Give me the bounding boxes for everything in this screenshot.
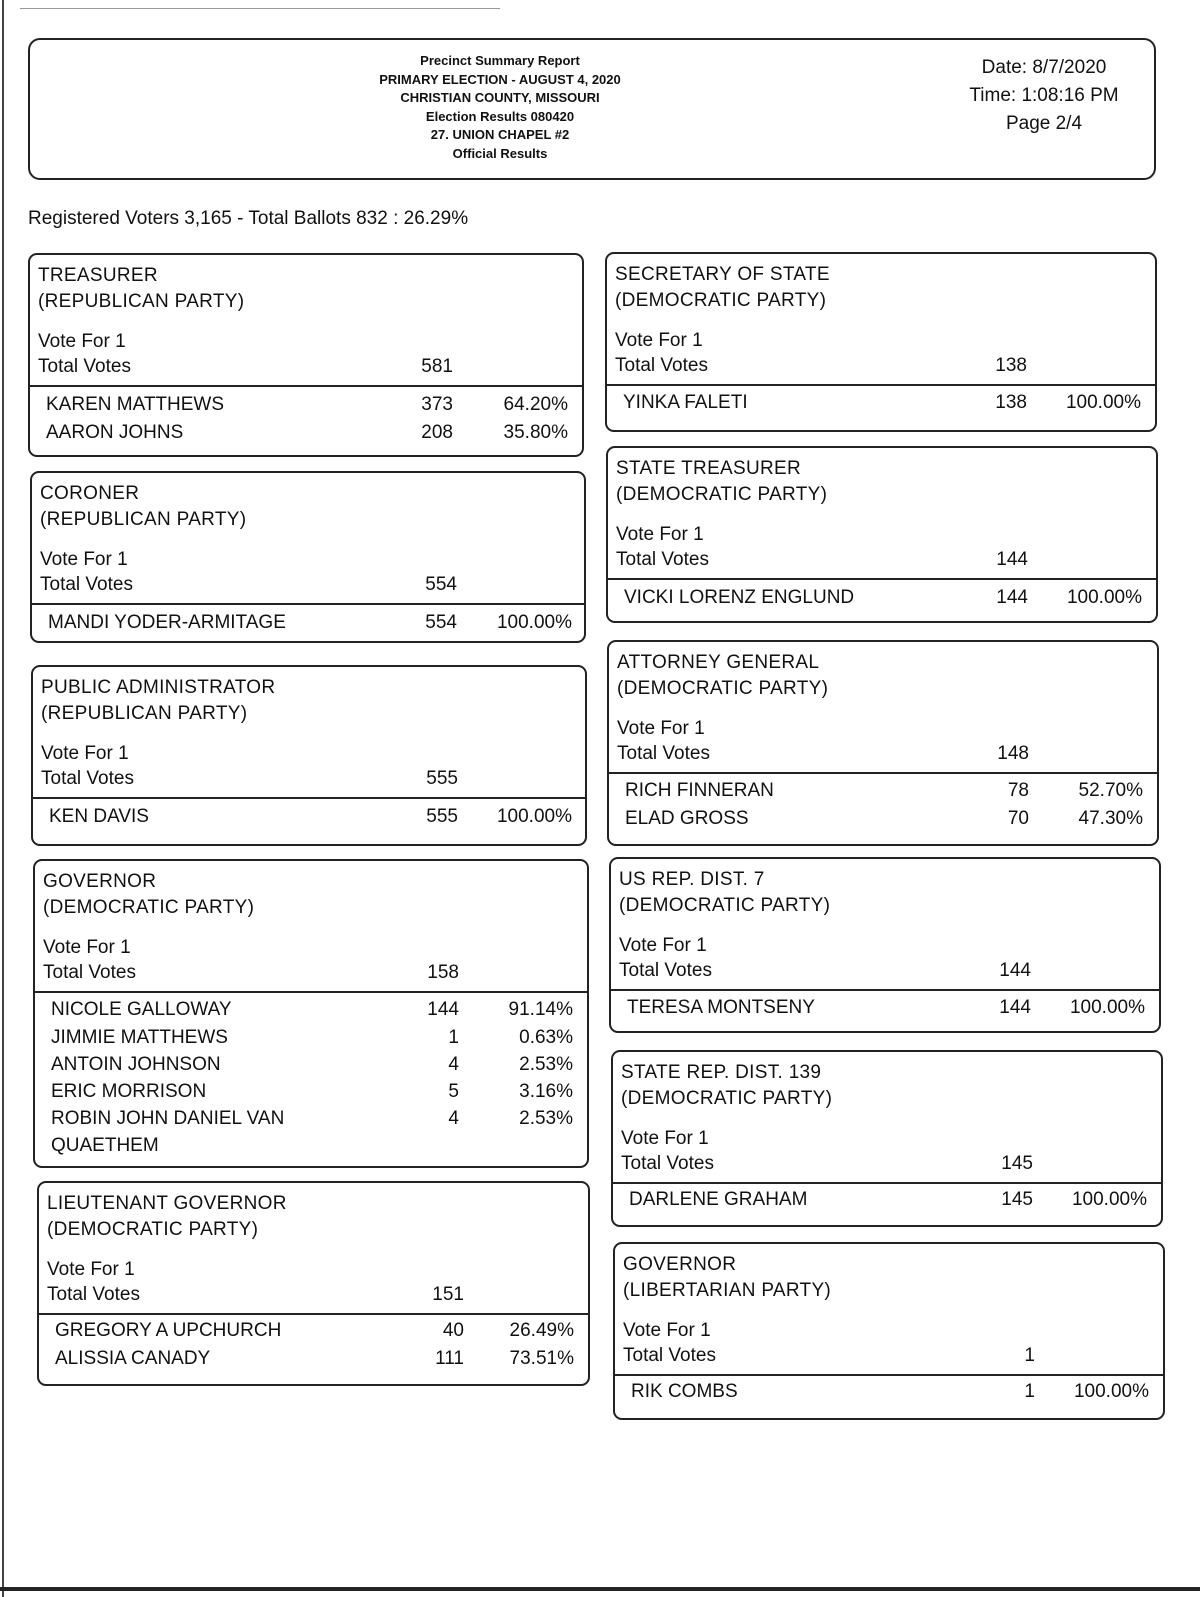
top-scan-rule [20, 8, 500, 9]
page-edge-bottom [0, 1587, 1200, 1591]
candidate-percent: 2.53% [519, 1108, 573, 1129]
vote-for-label: Vote For 1 [616, 524, 704, 545]
race-box [605, 252, 1157, 432]
candidate-votes: 4 [448, 1108, 459, 1129]
total-votes-value: 148 [997, 743, 1029, 764]
divider [608, 578, 1156, 580]
report-meta [944, 54, 1144, 138]
candidate-name: TERESA MONTSENY [627, 997, 815, 1018]
county-name: CHRISTIAN COUNTY, MISSOURI [400, 90, 600, 105]
race-title [616, 456, 827, 508]
total-votes-value: 144 [996, 549, 1028, 570]
candidate-name: GREGORY A UPCHURCH [55, 1320, 282, 1341]
page-number: Page 2/4 [1005, 113, 1083, 134]
vote-for-label: Vote For 1 [38, 331, 126, 352]
candidate-row [33, 806, 585, 832]
candidate-name: RIK COMBS [631, 1381, 738, 1402]
race-title [43, 869, 254, 921]
divider [611, 989, 1159, 991]
candidate-name: RICH FINNERAN [625, 780, 774, 801]
race-office: LIEUTENANT GOVERNOR [47, 1193, 287, 1214]
candidate-name: ELAD GROSS [625, 808, 749, 829]
candidate-votes: 373 [421, 394, 453, 415]
candidate-percent: 100.00% [1071, 1189, 1147, 1210]
candidate-row [611, 997, 1159, 1023]
race-box [30, 471, 586, 643]
race-box [609, 857, 1161, 1033]
race-office: ATTORNEY GENERAL [617, 652, 820, 673]
total-votes-label: Total Votes [47, 1284, 140, 1305]
candidate-votes: 144 [427, 999, 459, 1020]
race-title [615, 262, 830, 314]
results-status: Official Results [452, 145, 548, 161]
race-box [606, 446, 1158, 623]
candidate-percent: 100.00% [1073, 1381, 1149, 1402]
race-box [611, 1050, 1163, 1227]
total-votes-value: 554 [425, 574, 457, 595]
candidate-name: ERIC MORRISON [51, 1081, 207, 1102]
candidate-votes: 111 [435, 1348, 464, 1369]
candidate-row [35, 1054, 587, 1080]
precinct-name: 27. UNION CHAPEL #2 [430, 127, 570, 142]
race-party: (DEMOCRATIC PARTY) [615, 290, 827, 311]
race-title [47, 1191, 287, 1243]
candidate-percent: 100.00% [1069, 997, 1145, 1018]
total-votes-label: Total Votes [621, 1153, 714, 1174]
race-title [619, 867, 830, 919]
vote-for-label: Vote For 1 [619, 935, 707, 956]
candidate-row [615, 1381, 1163, 1407]
race-office: TREASURER [38, 265, 158, 286]
total-votes-value: 555 [426, 768, 458, 789]
race-title [621, 1060, 832, 1112]
total-votes-value: 151 [432, 1284, 464, 1305]
candidate-row [35, 999, 587, 1025]
candidate-name: ANTOIN JOHNSON [51, 1054, 221, 1075]
race-box [37, 1181, 590, 1386]
candidate-name-continued: QUAETHEM [51, 1135, 159, 1156]
total-votes-label: Total Votes [38, 356, 131, 377]
race-party: (DEMOCRATIC PARTY) [617, 678, 829, 699]
candidate-name: AARON JOHNS [46, 422, 184, 443]
election-name: PRIMARY ELECTION - AUGUST 4, 2020 [379, 71, 621, 87]
race-box [607, 640, 1159, 846]
total-votes-label: Total Votes [619, 960, 712, 981]
candidate-name: ROBIN JOHN DANIEL VAN [51, 1108, 285, 1129]
vote-for-label: Vote For 1 [623, 1320, 711, 1341]
report-title: Precinct Summary Report [420, 53, 580, 68]
report-time: Time: 1:08:16 PM [969, 85, 1119, 106]
divider [32, 603, 584, 605]
candidate-name: DARLENE GRAHAM [629, 1189, 808, 1210]
race-party: (REPUBLICAN PARTY) [38, 291, 245, 312]
candidate-name: ALISSIA CANADY [55, 1348, 211, 1369]
candidate-name: MANDI YODER-ARMITAGE [48, 612, 286, 633]
race-title [41, 675, 275, 727]
candidate-row [30, 422, 582, 448]
candidate-row [609, 780, 1157, 806]
candidate-percent: 0.63% [519, 1027, 573, 1048]
race-party: (LIBERTARIAN PARTY) [623, 1280, 832, 1301]
vote-for-label: Vote For 1 [40, 549, 128, 570]
vote-for-label: Vote For 1 [615, 330, 703, 351]
vote-for-label: Vote For 1 [621, 1128, 709, 1149]
report-header-info [330, 52, 670, 163]
candidate-percent: 26.49% [509, 1320, 574, 1341]
candidate-votes: 138 [995, 392, 1027, 413]
candidate-row [608, 587, 1156, 613]
vote-for-label: Vote For 1 [47, 1259, 135, 1280]
candidate-percent: 2.53% [519, 1054, 573, 1075]
race-office: STATE REP. DIST. 139 [621, 1062, 822, 1083]
candidate-percent: 52.70% [1078, 780, 1143, 801]
candidate-votes: 78 [1007, 780, 1029, 801]
race-title [38, 263, 244, 315]
report-header [28, 38, 1156, 180]
race-title [623, 1252, 831, 1304]
race-office: US REP. DIST. 7 [619, 869, 765, 890]
candidate-name: KEN DAVIS [49, 806, 149, 827]
candidate-percent: 3.16% [519, 1081, 573, 1102]
candidate-votes: 4 [448, 1054, 459, 1075]
report-date: Date: 8/7/2020 [981, 57, 1107, 78]
race-box [28, 253, 584, 457]
candidate-votes: 555 [426, 806, 458, 827]
candidate-percent: 47.30% [1078, 808, 1143, 829]
page-edge-left [2, 0, 4, 1597]
candidate-votes: 144 [999, 997, 1031, 1018]
race-party: (REPUBLICAN PARTY) [40, 509, 247, 530]
race-title [40, 481, 246, 533]
total-votes-value: 145 [1001, 1153, 1033, 1174]
divider [615, 1374, 1163, 1376]
candidate-percent: 35.80% [503, 422, 568, 443]
candidate-votes: 40 [442, 1320, 464, 1341]
race-office: GOVERNOR [43, 871, 157, 892]
candidate-percent: 100.00% [496, 612, 572, 633]
total-votes-value: 581 [421, 356, 453, 377]
race-party: (DEMOCRATIC PARTY) [621, 1088, 833, 1109]
total-votes-value: 1 [1024, 1345, 1035, 1366]
total-votes-value: 138 [995, 355, 1027, 376]
divider [33, 797, 585, 799]
race-box [613, 1242, 1165, 1420]
total-votes-label: Total Votes [616, 549, 709, 570]
candidate-row [35, 1108, 587, 1156]
candidate-name: JIMMIE MATTHEWS [51, 1027, 228, 1048]
vote-for-label: Vote For 1 [43, 937, 131, 958]
candidate-row [39, 1320, 588, 1346]
candidate-votes: 1 [1024, 1381, 1035, 1402]
candidate-name: YINKA FALETI [623, 392, 748, 413]
candidate-row [613, 1189, 1161, 1215]
race-office: GOVERNOR [623, 1254, 737, 1275]
total-votes-label: Total Votes [41, 768, 134, 789]
candidate-row [35, 1027, 587, 1053]
total-votes-label: Total Votes [623, 1345, 716, 1366]
candidate-votes: 554 [425, 612, 457, 633]
candidate-votes: 144 [996, 587, 1028, 608]
race-party: (DEMOCRATIC PARTY) [619, 895, 831, 916]
candidate-percent: 100.00% [1065, 392, 1141, 413]
race-office: CORONER [40, 483, 140, 504]
race-office: PUBLIC ADMINISTRATOR [41, 677, 276, 698]
divider [30, 385, 582, 387]
vote-for-label: Vote For 1 [41, 743, 129, 764]
divider [609, 772, 1157, 774]
candidate-votes: 5 [448, 1081, 459, 1102]
candidate-row [32, 612, 584, 638]
candidate-percent: 100.00% [496, 806, 572, 827]
results-id: Election Results 080420 [425, 108, 575, 124]
candidate-percent: 64.20% [503, 394, 568, 415]
race-party: (REPUBLICAN PARTY) [41, 703, 248, 724]
candidate-row [30, 394, 582, 420]
candidate-row [609, 808, 1157, 834]
candidate-name: KAREN MATTHEWS [46, 394, 225, 415]
race-office: SECRETARY OF STATE [615, 264, 830, 285]
candidate-name: VICKI LORENZ ENGLUND [624, 587, 855, 608]
divider [39, 1313, 588, 1315]
race-box [33, 859, 589, 1168]
candidate-percent: 100.00% [1066, 587, 1142, 608]
candidate-row [607, 392, 1155, 418]
race-party: (DEMOCRATIC PARTY) [47, 1219, 259, 1240]
candidate-votes: 208 [421, 422, 453, 443]
total-votes-label: Total Votes [615, 355, 708, 376]
total-votes-value: 158 [427, 962, 459, 983]
race-party: (DEMOCRATIC PARTY) [616, 484, 828, 505]
divider [613, 1182, 1161, 1184]
race-party: (DEMOCRATIC PARTY) [43, 897, 255, 918]
candidate-percent: 91.14% [508, 999, 573, 1020]
candidate-votes: 70 [1007, 808, 1029, 829]
total-votes-label: Total Votes [40, 574, 133, 595]
vote-for-label: Vote For 1 [617, 718, 705, 739]
candidate-row [39, 1348, 588, 1374]
candidate-percent: 73.51% [509, 1348, 574, 1369]
divider [35, 991, 587, 993]
candidate-votes: 1 [448, 1027, 459, 1048]
total-votes-label: Total Votes [43, 962, 136, 983]
divider [607, 384, 1155, 386]
candidate-row [35, 1081, 587, 1107]
race-box [31, 665, 587, 846]
total-votes-value: 144 [999, 960, 1031, 981]
total-votes-label: Total Votes [617, 743, 710, 764]
race-title [617, 650, 828, 702]
registered-voters-summary: Registered Voters 3,165 - Total Ballots 832 : 26.29% [28, 208, 469, 229]
candidate-votes: 145 [1001, 1189, 1033, 1210]
race-office: STATE TREASURER [616, 458, 802, 479]
candidate-name: NICOLE GALLOWAY [51, 999, 232, 1020]
